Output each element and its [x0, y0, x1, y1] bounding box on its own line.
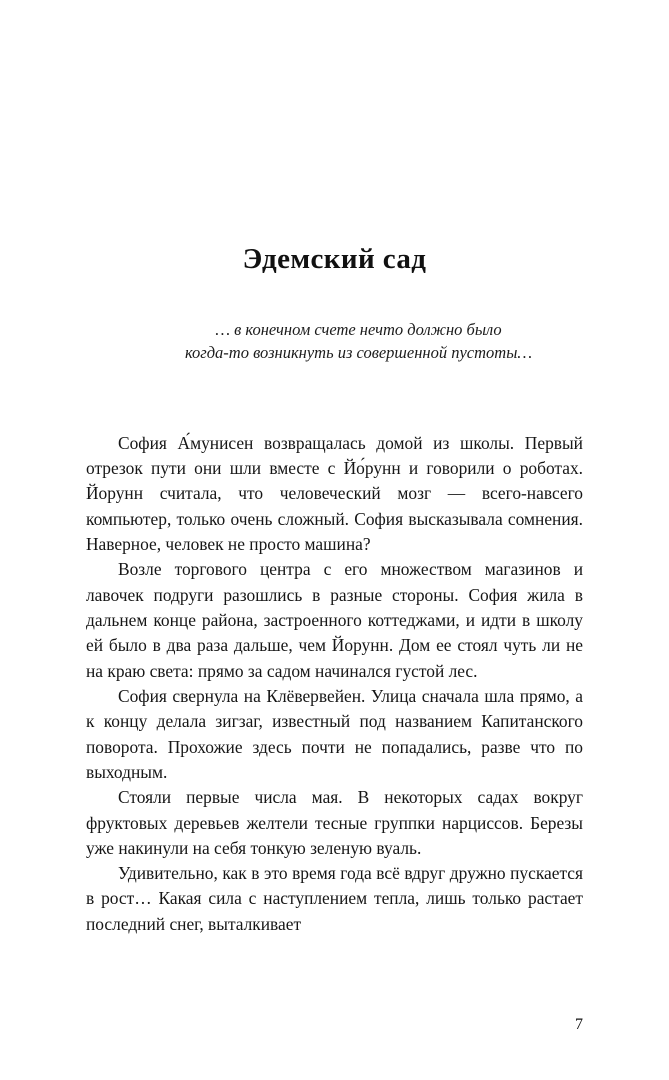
epigraph-line-2: когда-то возникнуть из совершенной пустоты…	[184, 343, 533, 363]
page-content	[86, 0, 583, 937]
paragraph: София свернула на Клёвервейен. Улица сначала шла прямо, а к концу делала зигзаг, известный под названием Капитанского поворота. Прохожие здесь почти не попадались, разве что по выходным.	[86, 685, 583, 782]
epigraph	[142, 318, 575, 365]
page-number: 7	[575, 1016, 583, 1033]
paragraph: Возле торгового центра с его множеством магазинов и лавочек подруги разошлись в разные стороны. София жила в дальнем конце района, застроенного коттеджами, и идти в школу ей было в два раза дальше, чем Йорунн. Дом ее стоял чуть ли не на краю света: прямо за садом начинался густой лес.	[86, 559, 583, 681]
body-text	[86, 431, 583, 937]
paragraph: Удивительно, как в это время года всё вдруг дружно пускается в рост… Какая сила с наступлением тепла, лишь только растает последний снег, выталкивает	[86, 863, 583, 934]
paragraph: Стояли первые числа мая. В некоторых садах вокруг фруктовых деревьев желтели тесные группки нарциссов. Березы уже накинули на себя тонкую зеленую вуаль.	[86, 787, 583, 858]
epigraph-line-1: … в конечном счете нечто должно было	[215, 320, 502, 339]
paragraph: София А́мунисен возвращалась домой из школы. Первый отрезок пути они шли вместе с Йо́рунн и говорили о роботах. Йорунн считала, что человеческий мозг — всего-навсего компьютер, только очень сложный. София высказывала сомнения. Наверное, человек не просто машина?	[86, 432, 583, 555]
chapter-title: Эдемский сад	[242, 243, 427, 275]
